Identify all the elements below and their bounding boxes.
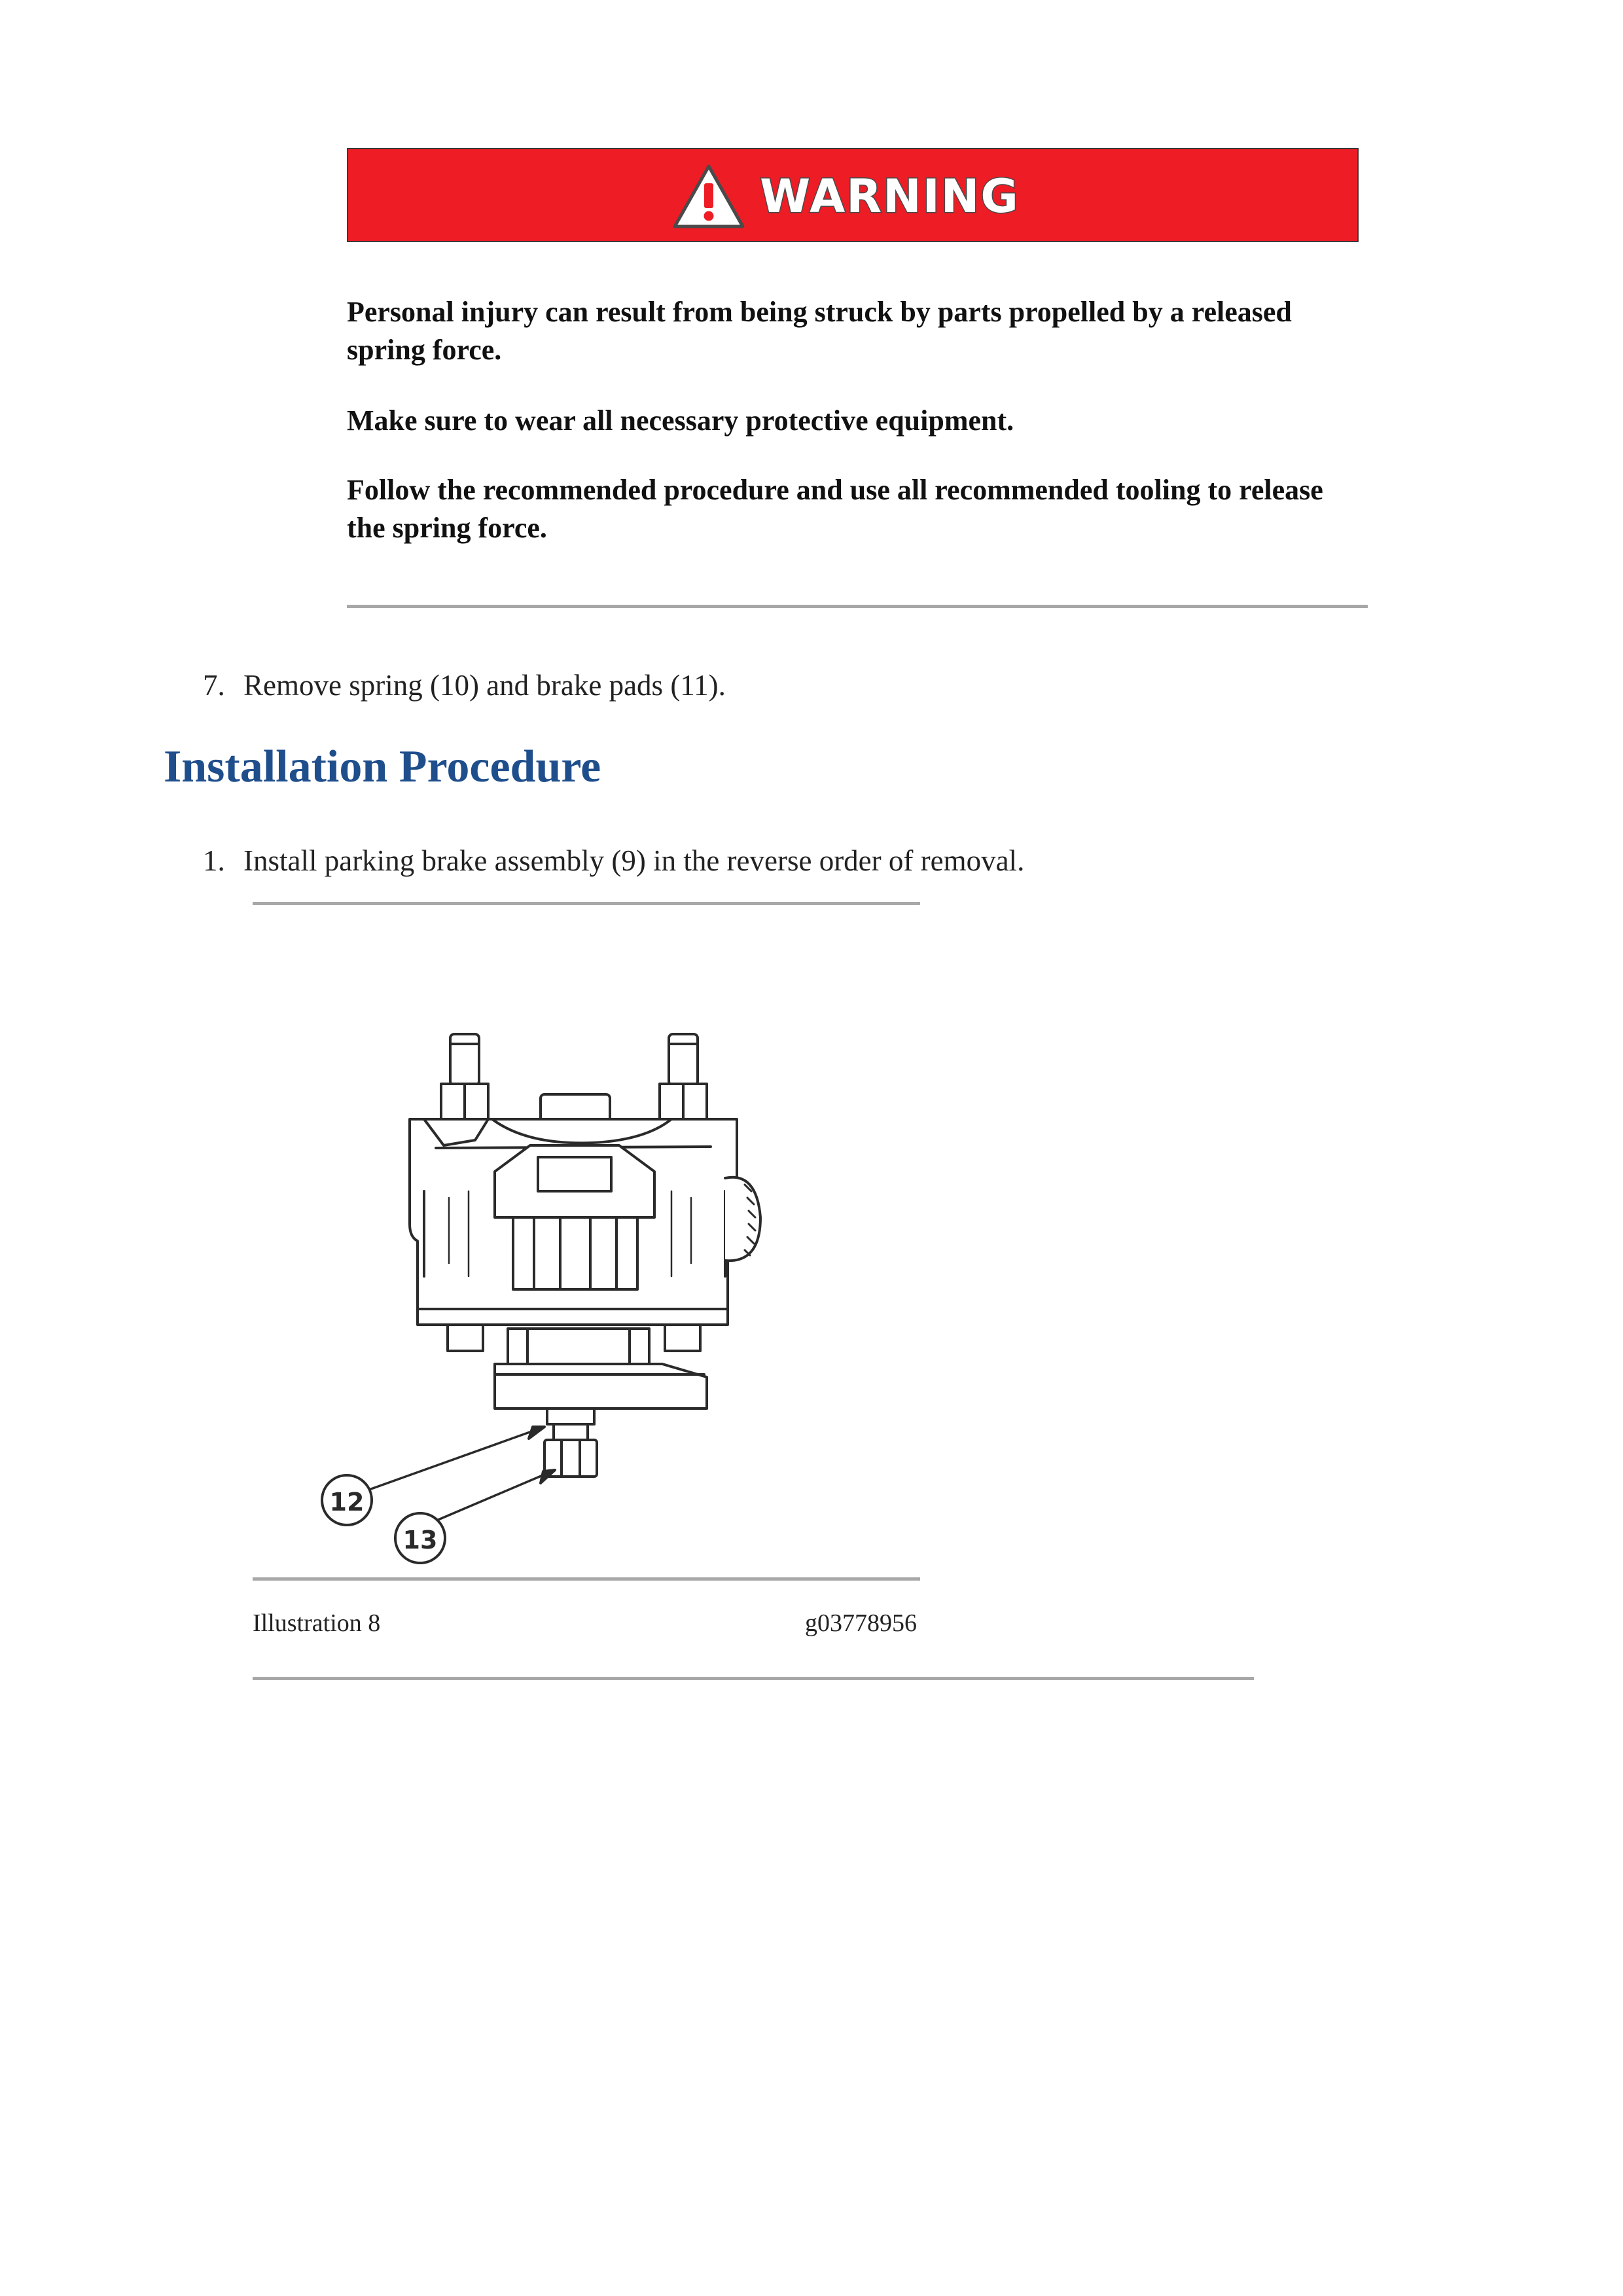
callout-12 [322,1475,372,1525]
warning-text-procedure: Follow the recommended procedure and use all recommended tooling to release the spring force. [347,474,1323,544]
brake-housing [410,1119,760,1309]
step-text: Install parking brake assembly (9) in the reverse order of removal. [243,844,1025,877]
illustration-label: Illustration 8 [253,1609,381,1637]
warning-title: WARNING [760,170,1020,223]
callout-leaders [351,1427,555,1526]
installation-step-1 [203,842,1024,880]
caption-rule [253,1677,1254,1680]
removal-step-7 [203,666,726,704]
left-stud [441,1034,488,1122]
warning-text-equipment: Make sure to wear all necessary protective equipment. [347,404,1014,437]
step-number: 7. [203,669,225,702]
warning-banner [347,148,1359,242]
section-title: Installation Procedure [164,742,601,792]
warning-triangle-icon [672,164,745,229]
callout-13 [395,1513,445,1563]
right-stud [660,1034,707,1122]
warning-text-injury: Personal injury can result from being struck by parts propelled by a released spring force. [347,296,1292,366]
parking-brake-illustration [253,910,920,1571]
illustration-bottom-rule [253,1577,920,1581]
step-number: 1. [203,844,225,877]
callout-13-label: 13 [402,1526,438,1554]
step-text: Remove spring (10) and brake pads (11). [243,669,726,702]
lower-flange [418,1309,728,1408]
warning-divider [347,605,1368,608]
illustration-top-rule [253,902,920,905]
illustration-code: g03778956 [805,1609,917,1637]
callout-12-label: 12 [329,1488,365,1516]
bottom-fitting [544,1408,597,1477]
